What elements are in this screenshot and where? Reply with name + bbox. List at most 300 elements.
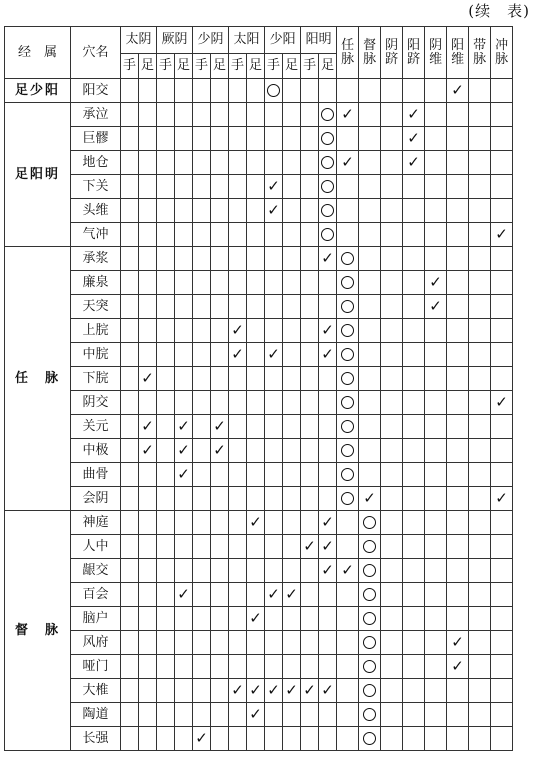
mark-cell [319, 151, 337, 175]
mark-cell [381, 439, 403, 463]
mark-cell [469, 127, 491, 151]
table-row [5, 343, 513, 367]
mark-cell [211, 511, 229, 535]
mark-cell [469, 295, 491, 319]
header-extra-vessel-label: 阴维 [429, 37, 443, 67]
mark-cell [447, 391, 469, 415]
mark-cell [229, 631, 247, 655]
check-mark: ✓ [177, 416, 190, 435]
mark-cell [425, 127, 447, 151]
mark-cell [229, 583, 247, 607]
mark-cell [247, 727, 265, 751]
mark-cell [247, 151, 265, 175]
mark-cell [175, 295, 193, 319]
mark-cell [193, 103, 211, 127]
mark-cell [121, 607, 139, 631]
mark-cell [139, 295, 157, 319]
mark-cell [337, 127, 359, 151]
mark-cell [283, 655, 301, 679]
mark-cell [403, 223, 425, 247]
mark-cell [425, 367, 447, 391]
mark-cell [265, 319, 283, 343]
mark-cell [265, 631, 283, 655]
mark-cell [469, 391, 491, 415]
check-mark: ✓ [321, 560, 334, 579]
mark-cell [491, 319, 513, 343]
check-mark: ✓ [451, 656, 464, 675]
mark-cell [319, 175, 337, 199]
mark-cell [211, 727, 229, 751]
mark-cell [301, 319, 319, 343]
mark-cell [337, 463, 359, 487]
mark-cell [175, 391, 193, 415]
mark-cell [247, 703, 265, 727]
mark-cell [447, 679, 469, 703]
mark-cell [447, 535, 469, 559]
header-foot: 足 [211, 54, 229, 79]
mark-cell [265, 295, 283, 319]
mark-cell [265, 439, 283, 463]
mark-cell [425, 583, 447, 607]
table-row [5, 295, 513, 319]
header-extra-vessel [403, 27, 425, 79]
circle-mark [321, 228, 334, 241]
mark-cell [319, 559, 337, 583]
mark-cell [381, 103, 403, 127]
mark-cell [175, 487, 193, 511]
mark-cell [121, 559, 139, 583]
mark-cell [381, 655, 403, 679]
mark-cell [337, 247, 359, 271]
mark-cell [175, 439, 193, 463]
mark-cell [211, 655, 229, 679]
mark-cell [229, 343, 247, 367]
mark-cell [211, 439, 229, 463]
table-row [5, 535, 513, 559]
mark-cell [193, 583, 211, 607]
mark-cell [247, 415, 265, 439]
mark-cell [265, 727, 283, 751]
mark-cell [469, 511, 491, 535]
mark-cell [229, 679, 247, 703]
mark-cell [211, 343, 229, 367]
mark-cell [283, 295, 301, 319]
mark-cell [447, 319, 469, 343]
mark-cell [265, 271, 283, 295]
mark-cell [265, 583, 283, 607]
mark-cell [157, 487, 175, 511]
mark-cell [359, 247, 381, 271]
mark-cell [283, 343, 301, 367]
mark-cell [359, 223, 381, 247]
header-foot: 足 [319, 54, 337, 79]
mark-cell [121, 511, 139, 535]
mark-cell [301, 727, 319, 751]
mark-cell [139, 679, 157, 703]
mark-cell [359, 535, 381, 559]
mark-cell [265, 343, 283, 367]
mark-cell [121, 439, 139, 463]
mark-cell [229, 655, 247, 679]
mark-cell [425, 79, 447, 103]
mark-cell [283, 535, 301, 559]
header-foot: 足 [247, 54, 265, 79]
header-extra-vessel [359, 27, 381, 79]
mark-cell [319, 607, 337, 631]
mark-cell [193, 679, 211, 703]
mark-cell [403, 175, 425, 199]
mark-cell [425, 607, 447, 631]
mark-cell [139, 199, 157, 223]
mark-cell [283, 463, 301, 487]
mark-cell [337, 607, 359, 631]
mark-cell [319, 391, 337, 415]
mark-cell [247, 271, 265, 295]
check-mark: ✓ [451, 632, 464, 651]
circle-mark [341, 468, 354, 481]
mark-cell [359, 271, 381, 295]
mark-cell [491, 679, 513, 703]
mark-cell [247, 79, 265, 103]
mark-cell [283, 583, 301, 607]
mark-cell [247, 367, 265, 391]
table-row [5, 631, 513, 655]
mark-cell [229, 127, 247, 151]
mark-cell [359, 391, 381, 415]
mark-cell [211, 271, 229, 295]
mark-cell [301, 151, 319, 175]
mark-cell [283, 511, 301, 535]
mark-cell [157, 535, 175, 559]
mark-cell [157, 463, 175, 487]
mark-cell [121, 655, 139, 679]
mark-cell [211, 391, 229, 415]
mark-cell [193, 295, 211, 319]
mark-cell [121, 583, 139, 607]
mark-cell [229, 79, 247, 103]
check-mark: ✓ [363, 488, 376, 507]
mark-cell [425, 439, 447, 463]
mark-cell [319, 127, 337, 151]
mark-cell [193, 631, 211, 655]
mark-cell [283, 391, 301, 415]
mark-cell [319, 679, 337, 703]
mark-cell [403, 655, 425, 679]
mark-cell [229, 151, 247, 175]
header-extra-vessel-label: 督脉 [363, 37, 377, 67]
mark-cell [447, 655, 469, 679]
point-name: 神庭 [71, 511, 121, 535]
check-mark: ✓ [495, 224, 508, 243]
mark-cell [193, 271, 211, 295]
mark-cell [425, 703, 447, 727]
mark-cell [283, 703, 301, 727]
mark-cell [139, 415, 157, 439]
mark-cell [139, 223, 157, 247]
mark-cell [301, 175, 319, 199]
table-row [5, 151, 513, 175]
mark-cell [193, 319, 211, 343]
table-row [5, 319, 513, 343]
mark-cell [121, 463, 139, 487]
mark-cell [283, 487, 301, 511]
mark-cell [381, 127, 403, 151]
mark-cell [403, 511, 425, 535]
mark-cell [193, 223, 211, 247]
circle-mark [341, 348, 354, 361]
mark-cell [337, 79, 359, 103]
mark-cell [265, 199, 283, 223]
mark-cell [247, 247, 265, 271]
mark-cell [157, 319, 175, 343]
check-mark: ✓ [231, 344, 244, 363]
circle-mark [341, 324, 354, 337]
table-row [5, 415, 513, 439]
mark-cell [491, 343, 513, 367]
check-mark: ✓ [141, 440, 154, 459]
point-name: 阴交 [71, 391, 121, 415]
mark-cell [247, 175, 265, 199]
mark-cell [337, 679, 359, 703]
mark-cell [491, 415, 513, 439]
table-row [5, 79, 513, 103]
mark-cell [403, 463, 425, 487]
mark-cell [447, 127, 469, 151]
mark-cell [193, 127, 211, 151]
mark-cell [447, 727, 469, 751]
mark-cell [121, 319, 139, 343]
header-extra-vessel [447, 27, 469, 79]
mark-cell [175, 199, 193, 223]
mark-cell [157, 391, 175, 415]
check-mark: ✓ [249, 704, 262, 723]
mark-cell [193, 703, 211, 727]
check-mark: ✓ [213, 416, 226, 435]
mark-cell [381, 175, 403, 199]
group-cell: 足少阳 [5, 79, 71, 103]
check-mark: ✓ [267, 344, 280, 363]
circle-mark [321, 132, 334, 145]
mark-cell [337, 559, 359, 583]
mark-cell [491, 439, 513, 463]
point-name: 承泣 [71, 103, 121, 127]
mark-cell [175, 655, 193, 679]
mark-cell [265, 415, 283, 439]
mark-cell [319, 463, 337, 487]
mark-cell [403, 487, 425, 511]
check-mark: ✓ [231, 680, 244, 699]
table-row [5, 727, 513, 751]
mark-cell [229, 463, 247, 487]
mark-cell [425, 319, 447, 343]
mark-cell [447, 703, 469, 727]
circle-mark [363, 636, 376, 649]
mark-cell [157, 439, 175, 463]
mark-cell [469, 343, 491, 367]
mark-cell [175, 511, 193, 535]
mark-cell [359, 343, 381, 367]
mark-cell [157, 199, 175, 223]
mark-cell [319, 583, 337, 607]
mark-cell [283, 559, 301, 583]
mark-cell [229, 223, 247, 247]
mark-cell [491, 247, 513, 271]
mark-cell [337, 319, 359, 343]
mark-cell [229, 487, 247, 511]
mark-cell [157, 415, 175, 439]
mark-cell [211, 631, 229, 655]
mark-cell [265, 391, 283, 415]
mark-cell [139, 511, 157, 535]
mark-cell [139, 463, 157, 487]
mark-cell [425, 655, 447, 679]
header-hand: 手 [229, 54, 247, 79]
circle-mark [363, 732, 376, 745]
mark-cell [491, 271, 513, 295]
mark-cell [265, 367, 283, 391]
mark-cell [447, 343, 469, 367]
mark-cell [381, 511, 403, 535]
point-name: 大椎 [71, 679, 121, 703]
mark-cell [301, 79, 319, 103]
mark-cell [139, 319, 157, 343]
header-foot: 足 [139, 54, 157, 79]
mark-cell [211, 127, 229, 151]
point-name: 人中 [71, 535, 121, 559]
header-extra-vessel [381, 27, 403, 79]
mark-cell [193, 439, 211, 463]
mark-cell [319, 439, 337, 463]
header-extra-vessel-label: 阳跻 [407, 37, 421, 67]
check-mark: ✓ [321, 536, 334, 555]
table-row [5, 175, 513, 199]
mark-cell [491, 727, 513, 751]
mark-cell [193, 247, 211, 271]
point-name: 曲骨 [71, 463, 121, 487]
header-group: 经 属 [5, 27, 71, 79]
circle-mark [321, 180, 334, 193]
circle-mark [363, 684, 376, 697]
mark-cell [359, 295, 381, 319]
mark-cell [469, 103, 491, 127]
mark-cell [403, 535, 425, 559]
mark-cell [301, 127, 319, 151]
mark-cell [175, 151, 193, 175]
mark-cell [229, 199, 247, 223]
table-row [5, 439, 513, 463]
mark-cell [211, 583, 229, 607]
check-mark: ✓ [141, 368, 154, 387]
mark-cell [403, 247, 425, 271]
mark-cell [265, 79, 283, 103]
mark-cell [211, 199, 229, 223]
mark-cell [247, 319, 265, 343]
mark-cell [403, 319, 425, 343]
table-row [5, 103, 513, 127]
check-mark: ✓ [429, 272, 442, 291]
mark-cell [469, 679, 491, 703]
mark-cell [469, 727, 491, 751]
circle-mark [341, 252, 354, 265]
mark-cell [139, 439, 157, 463]
mark-cell [403, 391, 425, 415]
table-row [5, 223, 513, 247]
mark-cell [175, 175, 193, 199]
mark-cell [337, 703, 359, 727]
mark-cell [265, 703, 283, 727]
mark-cell [301, 511, 319, 535]
mark-cell [301, 559, 319, 583]
mark-cell [121, 535, 139, 559]
check-mark: ✓ [451, 80, 464, 99]
mark-cell [193, 511, 211, 535]
mark-cell [121, 727, 139, 751]
mark-cell [491, 607, 513, 631]
mark-cell [359, 583, 381, 607]
mark-cell [319, 727, 337, 751]
mark-cell [425, 103, 447, 127]
point-name: 中极 [71, 439, 121, 463]
mark-cell [403, 199, 425, 223]
mark-cell [337, 271, 359, 295]
mark-cell [403, 343, 425, 367]
mark-cell [211, 151, 229, 175]
mark-cell [121, 703, 139, 727]
mark-cell [337, 223, 359, 247]
table-row [5, 703, 513, 727]
mark-cell [175, 535, 193, 559]
mark-cell [301, 607, 319, 631]
check-mark: ✓ [195, 728, 208, 747]
point-name: 中脘 [71, 343, 121, 367]
mark-cell [139, 175, 157, 199]
header-extra-vessel-label: 带脉 [473, 37, 487, 67]
mark-cell [265, 655, 283, 679]
mark-cell [359, 103, 381, 127]
header-extra-vessel [425, 27, 447, 79]
point-name: 气冲 [71, 223, 121, 247]
mark-cell [381, 367, 403, 391]
mark-cell [229, 415, 247, 439]
mark-cell [247, 511, 265, 535]
mark-cell [491, 127, 513, 151]
point-name: 哑门 [71, 655, 121, 679]
check-mark: ✓ [141, 416, 154, 435]
mark-cell [247, 223, 265, 247]
mark-cell [403, 439, 425, 463]
mark-cell [319, 535, 337, 559]
mark-cell [425, 199, 447, 223]
mark-cell [491, 631, 513, 655]
mark-cell [139, 343, 157, 367]
mark-cell [283, 727, 301, 751]
check-mark: ✓ [303, 536, 316, 555]
point-name: 阳交 [71, 79, 121, 103]
point-name: 承浆 [71, 247, 121, 271]
mark-cell [301, 655, 319, 679]
mark-cell [211, 295, 229, 319]
mark-cell [175, 103, 193, 127]
mark-cell [211, 103, 229, 127]
mark-cell [229, 391, 247, 415]
mark-cell [337, 439, 359, 463]
header-hand: 手 [157, 54, 175, 79]
mark-cell [157, 103, 175, 127]
header-meridian: 厥阴 [157, 27, 193, 54]
mark-cell [283, 247, 301, 271]
check-mark: ✓ [407, 128, 420, 147]
mark-cell [491, 175, 513, 199]
